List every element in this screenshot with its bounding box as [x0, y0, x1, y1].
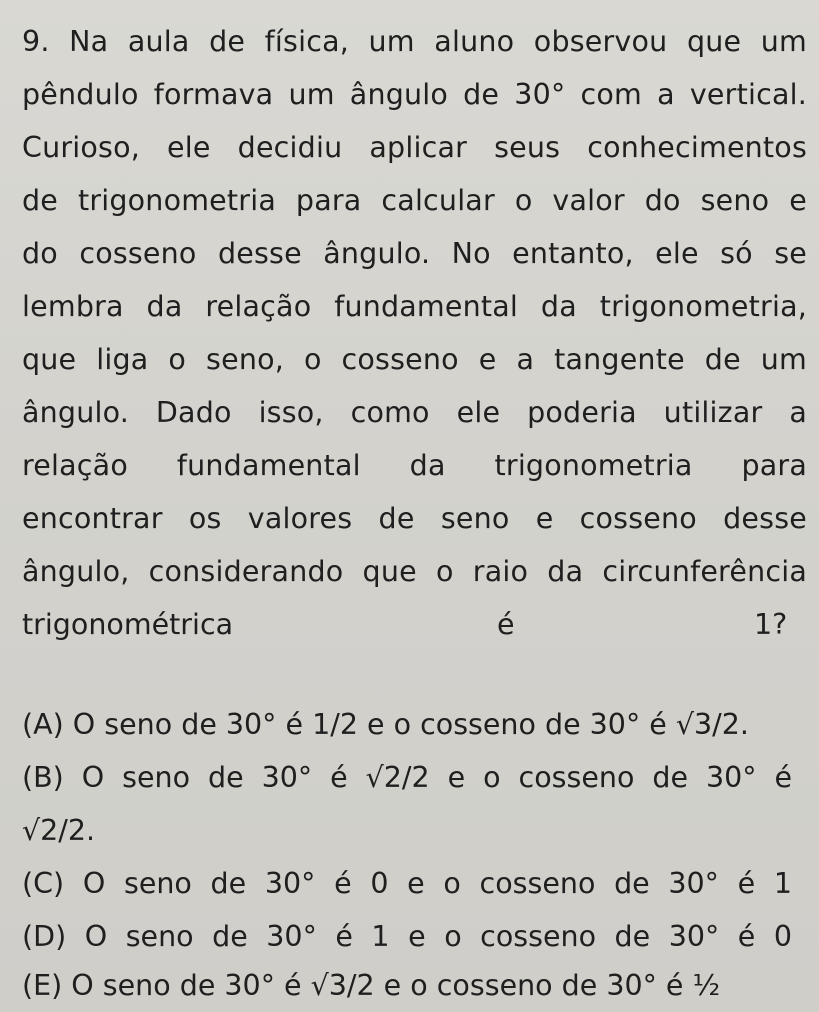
question-last-line-word: é — [497, 608, 515, 641]
option-d[interactable]: (D) O seno de 30° é 1 e o cosseno de 30° é 0 — [22, 920, 792, 953]
question-text-line: lembra da relação fundamental da trigonometria, — [22, 290, 807, 323]
option-b[interactable]: (B) O seno de 30° é √2/2 e o cosseno de 30° é — [22, 761, 792, 794]
option-a[interactable]: (A) O seno de 30° é 1/2 e o cosseno de 30° é √3/2. — [22, 708, 749, 741]
question-text-line: relação fundamental da trigonometria para — [22, 449, 807, 482]
question-text-line: que liga o seno, o cosseno e a tangente de um — [22, 343, 807, 376]
question-text-line: 9. Na aula de física, um aluno observou que um — [22, 25, 807, 58]
question-text-line: Curioso, ele decidiu aplicar seus conhecimentos — [22, 131, 807, 164]
question-text-line: ângulo, considerando que o raio da circunferência — [22, 555, 807, 588]
question-text-line: pêndulo formava um ângulo de 30° com a vertical. — [22, 78, 807, 111]
question-last-line-word: trigonométrica — [22, 608, 234, 641]
question-text-line: do cosseno desse ângulo. No entanto, ele só se — [22, 237, 807, 270]
option-e[interactable]: (E) O seno de 30° é √3/2 e o cosseno de 30° é ½ — [22, 969, 721, 1002]
option-b-continuation[interactable]: √2/2. — [22, 814, 96, 847]
option-c[interactable]: (C) O seno de 30° é 0 e o cosseno de 30° é 1 — [22, 867, 792, 900]
question-text-line: de trigonometria para calcular o valor do seno e — [22, 184, 807, 217]
question-text-line: ângulo. Dado isso, como ele poderia utilizar a — [22, 396, 807, 429]
question-last-line-mark: 1? — [754, 608, 788, 641]
question-text-line: encontrar os valores de seno e cosseno desse — [22, 502, 807, 535]
